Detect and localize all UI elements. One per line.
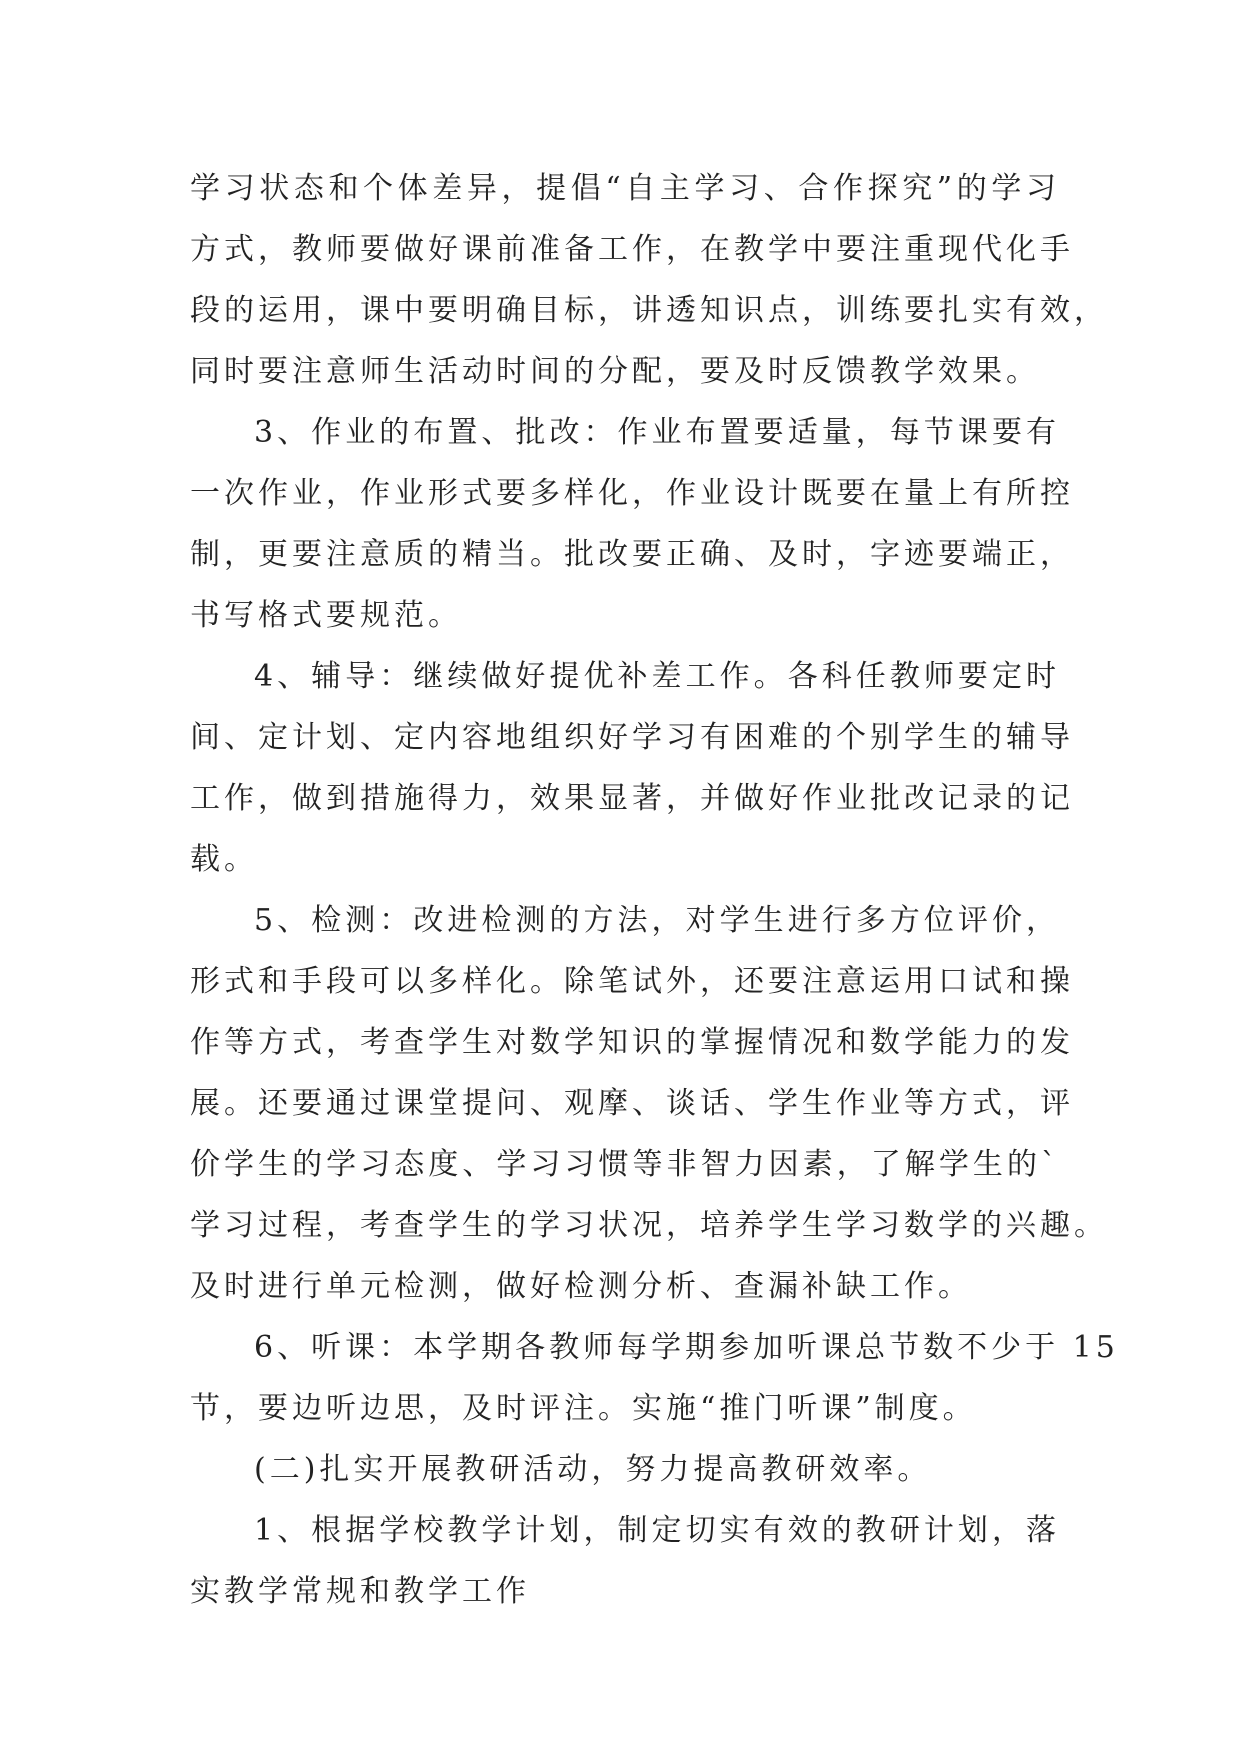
paragraph-1 bbox=[190, 158, 1108, 402]
text-line: 段的运用，课中要明确目标，讲透知识点，训练要扎实有效， bbox=[190, 293, 1108, 328]
text-line: 3、作业的布置、批改：作业布置要适量，每节课要有 bbox=[254, 415, 1060, 450]
section-heading-research bbox=[190, 1439, 1060, 1500]
text-line: 4、辅导：继续做好提优补差工作。各科任教师要定时 bbox=[254, 659, 1060, 694]
text-line: 节，要边听边思，及时评注。实施“推门听课”制度。 bbox=[190, 1391, 977, 1426]
text-line: 同时要注意师生活动时间的分配，要及时反馈教学效果。 bbox=[190, 354, 1040, 389]
text-line: 及时进行单元检测，做好检测分析、查漏补缺工作。 bbox=[190, 1269, 972, 1304]
paragraph-research-plan bbox=[190, 1500, 1060, 1622]
paragraph-tutoring bbox=[190, 646, 1074, 890]
text-line: 实教学常规和教学工作 bbox=[190, 1574, 530, 1609]
text-line: 6、听课：本学期各教师每学期参加听课总节数不少于 15 bbox=[254, 1330, 1119, 1365]
text-line: 形式和手段可以多样化。除笔试外，还要注意运用口试和操 bbox=[190, 964, 1074, 999]
paragraph-testing bbox=[190, 890, 1108, 1317]
text-line: 展。还要通过课堂提问、观摩、谈话、学生作业等方式，评 bbox=[190, 1086, 1074, 1121]
text-line: 价学生的学习态度、学习习惯等非智力因素，了解学生的` bbox=[190, 1147, 1060, 1182]
text-line: 学习状态和个体差异，提倡“自主学习、合作探究”的学习 bbox=[190, 171, 1060, 206]
text-line: 方式，教师要做好课前准备工作，在教学中要注重现代化手 bbox=[190, 232, 1074, 267]
text-line: 一次作业，作业形式要多样化，作业设计既要在量上有所控 bbox=[190, 476, 1074, 511]
paragraph-homework bbox=[190, 402, 1074, 646]
text-line: 书写格式要规范。 bbox=[190, 598, 462, 633]
paragraph-lesson-observation bbox=[190, 1317, 1119, 1439]
text-line: 工作，做到措施得力，效果显著，并做好作业批改记录的记 bbox=[190, 781, 1074, 816]
text-line: 间、定计划、定内容地组织好学习有困难的个别学生的辅导 bbox=[190, 720, 1074, 755]
text-line: 制，更要注意质的精当。批改要正确、及时，字迹要端正， bbox=[190, 537, 1074, 572]
text-line: 载。 bbox=[190, 842, 258, 877]
text-line: 1、根据学校教学计划，制定切实有效的教研计划，落 bbox=[254, 1513, 1060, 1548]
text-line: 作等方式，考查学生对数学知识的掌握情况和数学能力的发 bbox=[190, 1025, 1074, 1060]
document-body bbox=[190, 158, 1119, 1622]
text-line: 5、检测：改进检测的方法，对学生进行多方位评价， bbox=[254, 903, 1060, 938]
text-line: 学习过程，考查学生的学习状况，培养学生学习数学的兴趣。 bbox=[190, 1208, 1108, 1243]
section-heading: (二)扎实开展教研活动，努力提高教研效率。 bbox=[254, 1452, 932, 1487]
